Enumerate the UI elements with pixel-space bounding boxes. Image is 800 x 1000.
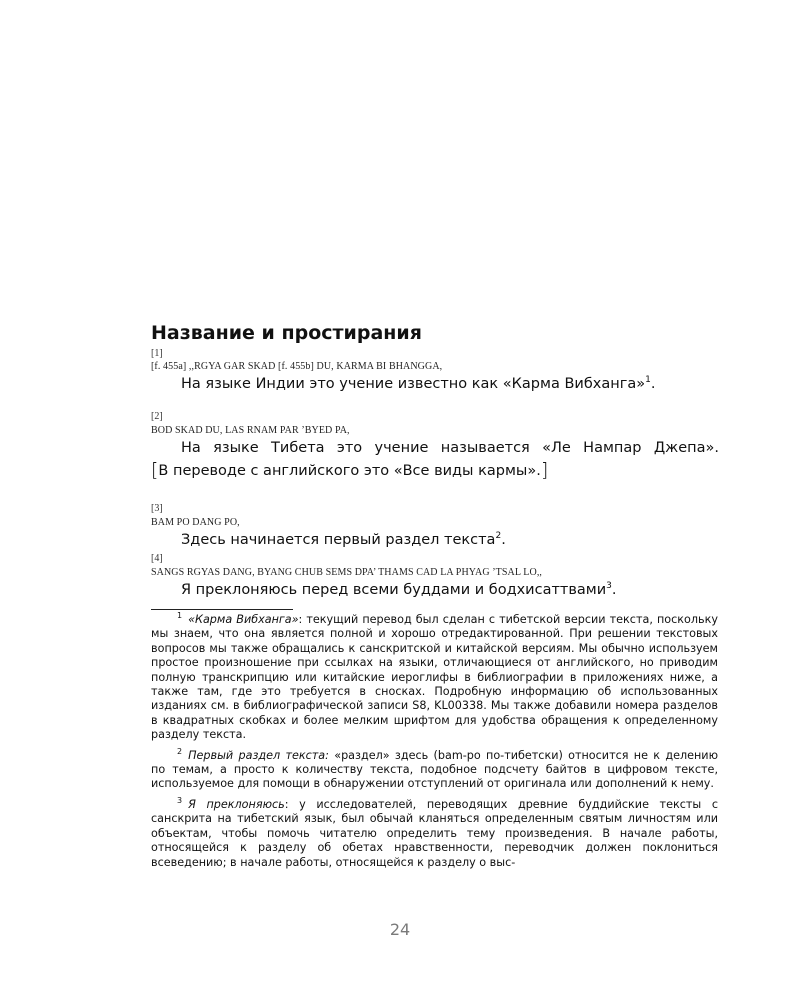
section-number: [2] bbox=[151, 411, 163, 422]
footnotes bbox=[151, 613, 718, 876]
tibetan-transliteration: [f. 455a] ,,RGYA GAR SKAD [f. 455b] DU, KARMA BI BHANGGA, bbox=[151, 361, 443, 372]
footnote bbox=[151, 746, 718, 792]
russian-translation: На языке Индии это учение известно как «Карма Вибханга»$^1$. bbox=[181, 375, 656, 392]
page-number: 24 bbox=[389, 920, 411, 939]
footnote bbox=[151, 798, 718, 870]
translator-note: [В переводе с английского это «Все виды кармы».] bbox=[151, 459, 549, 481]
tibetan-transliteration: BAM PO DANG PO, bbox=[151, 517, 240, 528]
footnote-number: 2 bbox=[177, 746, 183, 756]
footnote-number: 3 bbox=[177, 796, 183, 806]
footnote-ref[interactable]: 3 bbox=[606, 581, 612, 592]
section-number: [1] bbox=[151, 348, 163, 359]
footnote bbox=[151, 613, 718, 743]
footnote-divider bbox=[151, 609, 293, 610]
footnote-ref[interactable]: 1 bbox=[645, 375, 651, 386]
tibetan-transliteration: SANGS RGYAS DANG, BYANG CHUB SEMS DPA’ THAMS CAD LA PHYAG ’TSAL LO,, bbox=[151, 567, 543, 578]
footnote-term: «Карма Вибханга» bbox=[188, 613, 299, 626]
russian-translation: Я преклоняюсь перед всеми буддами и бодхисаттвами$^3$. bbox=[181, 581, 617, 598]
footnote-number: 1 bbox=[177, 611, 183, 621]
footnote-text: «раздел» здесь (bam-po по-тибетски) относится не к делению по темам, а просто к количеству текста, подобное подсчету байтов в цифровом тексте, используемое для помощи в обнаружении отступлений от оригинала или дополнений к нему. bbox=[151, 748, 718, 791]
footnote-term: Я преклоняюсь bbox=[188, 797, 285, 811]
section-title: Название и простирания bbox=[151, 322, 422, 344]
footnote-term: Первый раздел текста: bbox=[188, 748, 329, 762]
footnote-text: : текущий перевод был сделан с тибетской версии текста, поскольку мы знаем, что она является полной и хорошо отредактированной. При решении текстовых вопросов мы также обращались к санскритской и китайской версиям. Мы обычно используем простое произношение при ссылках на языки, отличающиеся от английского, но приводим полную транскрипцию или китайские иероглифы в библиографии в приложениях ниже, а также там, где это требуется в сносках. Подробную информацию об использованных изданиях см. в библиографической записи S8, KL00338. Мы также добавили номера разделов в квадратных скобках и более мелким шрифтом для удобства обращения к определенному разделу текста. bbox=[151, 613, 718, 742]
section-number: [4] bbox=[151, 553, 163, 564]
footnote-ref[interactable]: 2 bbox=[495, 531, 502, 542]
bracket-open: [ bbox=[151, 459, 159, 481]
footnote-text: : у исследователей, переводящих древние буддийские тексты с санскрита на тибетский язык, был обычай кланяться определенным святым личностям или объектам, чтобы помочь читателю определить тему произведения. В начале работы, относящейся к разделу об обетах нравственности, переводчик должен поклониться всеведению; в начале работы, относящейся к разделу о выс- bbox=[151, 797, 718, 869]
russian-translation: Здесь начинается первый раздел текста$^2$. bbox=[181, 531, 506, 548]
section-number: [3] bbox=[151, 503, 163, 514]
tibetan-transliteration: BOD SKAD DU, LAS RNAM PAR ’BYED PA, bbox=[151, 425, 350, 436]
russian-translation: На языке Тибета это учение называется «Ле Нампар Джепа». bbox=[181, 440, 719, 456]
bracket-close: ] bbox=[540, 459, 549, 481]
